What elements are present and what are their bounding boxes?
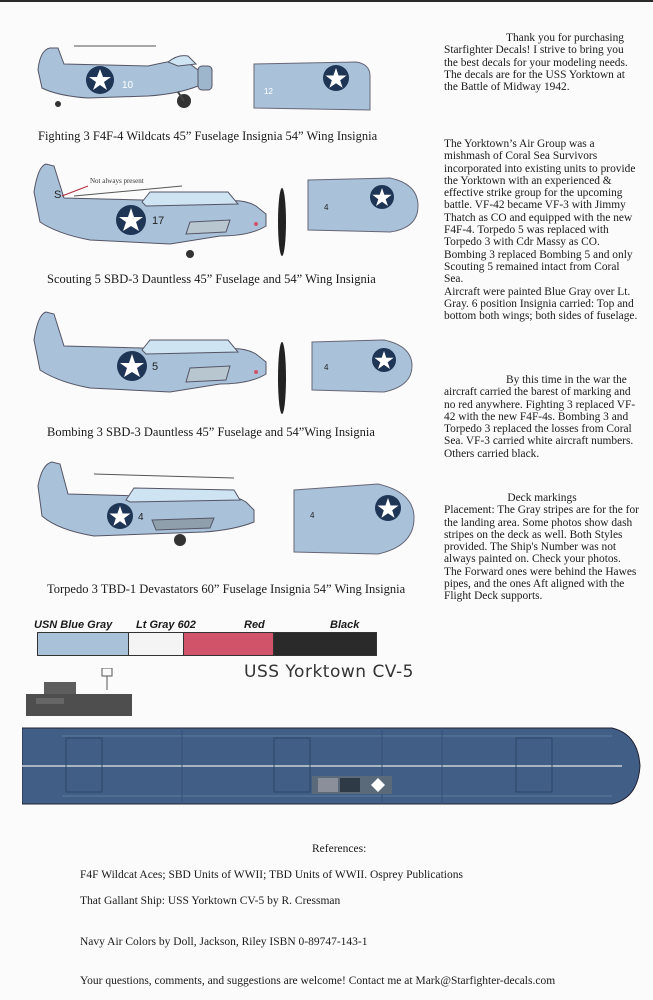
swatch-black (273, 632, 377, 656)
swatch-label-black: Black (330, 619, 360, 631)
war-markings-text (444, 374, 640, 460)
caption-scouting-5: Scouting 5 SBD-3 Dauntless 45” Fuselage and 54” Wing Insignia (47, 272, 376, 286)
sbd5-number: 17 (152, 215, 165, 227)
intro-text (444, 32, 640, 93)
swatch-blue-gray (37, 632, 141, 656)
caption-bombing-3: Bombing 3 SBD-3 Dauntless 45” Fuselage and 54”Wing Insignia (47, 425, 375, 439)
f4f-wing-view (252, 60, 372, 112)
reference-line-3: Navy Air Colors by Doll, Jackson, Riley ISBN 0-89747-143-1 (80, 936, 368, 948)
f4f-wing-number: 12 (264, 87, 273, 96)
air-group-paragraph-1: The Yorktown’s Air Group was a mishmash of Coral Sea Survivors incorporated into existing units to provide the Yorktown with an experienced & effective strike group for the upcoming battle. VF-42 became VF-3 with Jimmy Thatch as CO and equipped with the new F4F-4. Torpedo 5 was replaced with Torpedo 3 with Cdr Massy as CO. Bombing 3 replaced Bombing 5 and only Scouting 5 remained intact from Coral Sea. (444, 138, 636, 286)
deck-markings-heading: Deck markings (507, 492, 577, 504)
swatch-label-red: Red (244, 619, 265, 631)
deck-markings-paragraph: Placement: The Gray stripes are for the for the landing area. Some photos show dash stripes on the deck as well. Both Styles provided. The Ship's Number was not always painted on. Check your photos. The Forward ones were behind the Hawes pipes, and the ones Aft aligned with the Flight Deck supports. (444, 504, 639, 603)
sbd-scouting-profile (30, 162, 298, 262)
flight-deck (22, 724, 646, 808)
not-always-present-note: Not always present (90, 177, 144, 185)
references-heading: References: (312, 843, 367, 855)
f4f-wildcat-profile (28, 40, 228, 115)
sbd5-code: S (54, 189, 62, 201)
swatch-label-blue-gray: USN Blue Gray (34, 619, 113, 631)
tbd-wing-view (292, 482, 418, 558)
caption-fighting-3: Fighting 3 F4F-4 Wildcats 45” Fuselage Insignia 54” Wing Insignia (38, 129, 378, 143)
sbd-bombing-profile (30, 310, 298, 416)
sbd5-wing-number: 4 (324, 203, 329, 212)
f4f-number: 10 (122, 80, 134, 91)
swatch-label-lt-gray: Lt Gray 602 (136, 619, 196, 631)
intro-paragraph: Thank you for purchasing Starfighter Decals! I strive to bring you the best decals for your modeling needs. The decals are for the USS Yorktown at the Battle of Midway 1942. (444, 32, 628, 94)
war-markings-paragraph: By this time in the war the aircraft carried the barest of marking and no red anywhere. Fighting 3 replaced VF-42 with the new F4F-4s. Bombing 3 and Torpedo 3 replaced the losses from Coral Sea. VF-3 carried white aircraft numbers. Others carried black. (444, 374, 636, 460)
tbd-devastator-profile (34, 460, 284, 550)
carrier-title: USS Yorktown CV-5 (244, 662, 414, 682)
contact-line: Your questions, comments, and suggestions are welcome! Contact me at Mark@Starfighter-decals.com (80, 975, 556, 987)
deck-markings-text (444, 492, 640, 603)
sbd-scouting-wing-view (306, 176, 420, 236)
tbd-number: 4 (138, 512, 144, 523)
air-group-text (444, 138, 640, 322)
air-group-paragraph-2: Aircraft were painted Blue Gray over Lt. Gray. 6 position Insignia carried: Top and bottom both wings; both sides of fuselage. (444, 285, 638, 323)
top-border (0, 0, 653, 2)
sbd3-wing-number: 4 (324, 363, 329, 372)
reference-line-1: F4F Wildcat Aces; SBD Units of WWII; TBD Units of WWII. Osprey Publications (80, 869, 463, 881)
tbd-wing-number: 4 (310, 511, 315, 520)
sbd3-number: 5 (152, 361, 159, 373)
swatch-red (183, 632, 287, 656)
sbd-bombing-wing-view (310, 338, 414, 394)
reference-line-2: That Gallant Ship: USS Yorktown CV-5 by R. Cressman (80, 895, 341, 907)
caption-torpedo-3: Torpedo 3 TBD-1 Devastators 60” Fuselage Insignia 54” Wing Insignia (47, 582, 406, 596)
island-superstructure (26, 668, 136, 718)
